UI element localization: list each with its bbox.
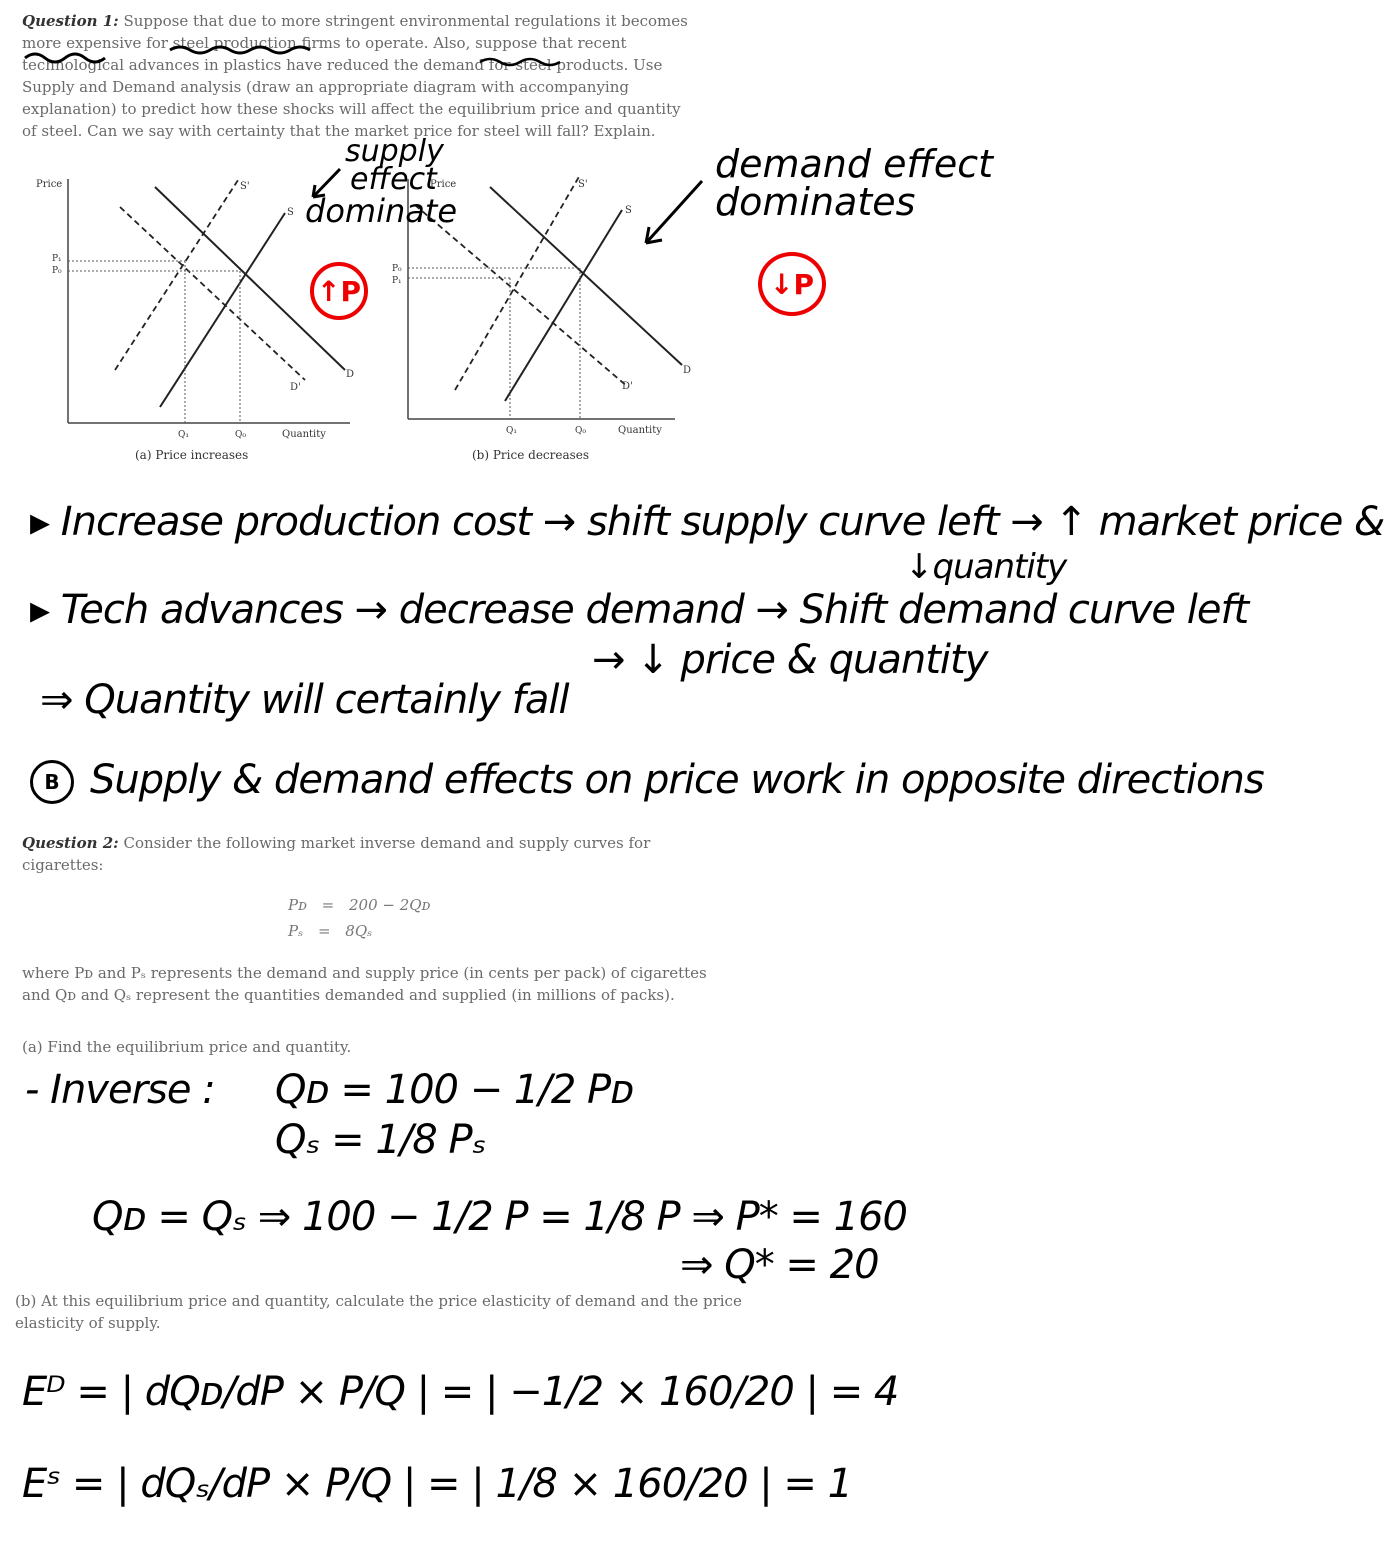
demand-note-line2: dominates <box>715 180 916 224</box>
question-2-intro <box>22 832 707 876</box>
eq-supply-rhs: 8Qₛ <box>345 922 373 940</box>
demand-arrow-icon <box>640 175 710 250</box>
question-2-label: Question 2: <box>22 834 119 852</box>
b-s-prime: S' <box>578 179 588 190</box>
a-s: S <box>287 207 294 218</box>
b-p1: P₁ <box>392 276 402 286</box>
a-d: D <box>346 369 355 380</box>
equation-supply <box>288 922 372 940</box>
supply-note-line1: supply <box>345 134 444 169</box>
hw-line-price-quantity-down: → ↓ price & quantity <box>592 637 988 683</box>
demand-effect-note <box>715 142 994 224</box>
hw-elasticity-supply: Eˢ = | dQₛ/dP × P/Q | = | 1/8 × 160/20 | = 1 <box>22 1461 853 1507</box>
b-p0: P₀ <box>392 264 402 274</box>
eq-supply-sign: = <box>317 922 331 940</box>
b-q0: Q₀ <box>575 426 586 436</box>
hw-line-supply-shift: ▸ Increase production cost → shift supply curve left → ↑ market price & <box>30 499 1384 545</box>
question-2-body: Consider the following market inverse demand and supply curves for cigarettes: <box>22 834 651 874</box>
question-1-text <box>22 10 692 142</box>
a-p0: P₀ <box>52 266 62 276</box>
b-caption: (b) Price decreases <box>472 448 590 462</box>
eq-demand-sign: = <box>321 896 335 914</box>
price-up-circle: ↑P <box>310 262 368 320</box>
supply-note-line2: effect <box>350 162 437 197</box>
a-q1: Q₁ <box>178 430 189 440</box>
hw-line-quantity-down: ↓quantity <box>905 547 1067 587</box>
a-q0: Q₀ <box>235 430 246 440</box>
hw-line-opposite-directions: Supply & demand effects on price work in opposite directions <box>90 757 1264 803</box>
a-s-prime: S' <box>240 181 250 192</box>
supply-arrow-icon <box>305 165 345 205</box>
b-q1: Q₁ <box>506 426 517 436</box>
question-2-part-a: (a) Find the equilibrium price and quantity. <box>22 1038 352 1056</box>
question-2-where: where Pᴅ and Pₛ represents the demand and supply price (in cents per pack) of cigarettes and Qᴅ and Qₛ represent the quantities demanded and supplied (in millions of packs). <box>22 964 707 1004</box>
b-d-prime: D' <box>622 381 633 392</box>
b-y-axis-label: Price <box>430 179 457 190</box>
supply-note-line3: dominate <box>305 192 458 230</box>
question-1-body: Suppose that due to more stringent environmental regulations it becomes more expensive for steel production firms to operate. Also, suppose that recent technological advances in plastics have reduced the demand for steel products. Use Supply and Demand analysis (draw an appropriate diagram with accompanying explanation) to predict how these shocks will affect the equilibrium price and quantity of steel. Can we say with certainty that the market price for steel will fall? Explain. <box>22 12 688 140</box>
hw-equate: Qᴅ = Qₛ ⇒ 100 − 1/2 P = 1/8 P ⇒ P* = 160 <box>92 1194 907 1240</box>
eq-demand-lhs: Pᴅ <box>288 896 307 914</box>
hw-inverse-supply: Qₛ = 1/8 Pₛ <box>275 1117 486 1163</box>
hw-line-quantity-falls: ⇒ Quantity will certainly fall <box>40 677 569 723</box>
b-x-axis-label: Quantity <box>618 425 662 436</box>
b-s: S <box>625 205 632 216</box>
hw-inverse-demand: Qᴅ = 100 − 1/2 Pᴅ <box>275 1067 634 1113</box>
a-d-prime: D' <box>290 382 301 393</box>
hw-circle-marker: B <box>30 760 74 804</box>
a-y-axis-label: Price <box>36 179 63 190</box>
eq-demand-rhs: 200 − 2Qᴅ <box>349 896 431 914</box>
eq-supply-lhs: Pₛ <box>288 922 304 940</box>
a-p1: P₁ <box>52 254 62 264</box>
b-d: D <box>683 365 692 376</box>
hw-line-demand-shift: ▸ Tech advances → decrease demand → Shift demand curve left <box>30 587 1249 633</box>
hw-elasticity-demand: Eᴰ = | dQᴅ/dP × P/Q | = | −1/2 × 160/20 | = 4 <box>22 1369 899 1415</box>
question-1-label: Question 1: <box>22 12 119 30</box>
a-x-axis-label: Quantity <box>282 429 326 440</box>
a-caption: (a) Price increases <box>135 448 249 462</box>
hw-equilibrium-quantity: ⇒ Q* = 20 <box>680 1242 879 1288</box>
underline-squiggles <box>20 40 680 70</box>
demand-note-line1: demand effect <box>715 142 994 186</box>
equation-demand <box>288 896 430 914</box>
question-2-part-b: (b) At this equilibrium price and quantity, calculate the price elasticity of demand and the price elasticity of supply. <box>15 1292 742 1332</box>
hw-inverse-label: - Inverse : <box>25 1067 215 1113</box>
price-down-circle: ↓P <box>758 252 826 316</box>
